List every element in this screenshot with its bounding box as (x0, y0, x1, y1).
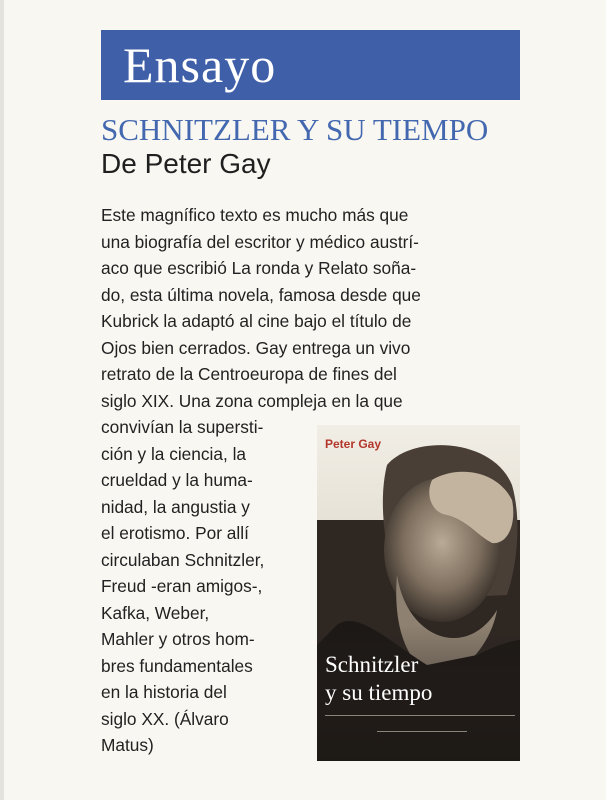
author-portrait (317, 425, 520, 761)
body-line: retrato de la Centroeuropa de fines del (101, 364, 397, 384)
body-line: do, esta última novela, famosa desde que (101, 284, 421, 305)
body-line: Kafka, Weber, (101, 602, 210, 623)
body-line: el erotismo. Por allí (101, 523, 249, 543)
cover-publisher-rule (377, 731, 467, 733)
body-line: siglo XIX. Una zona compleja en la que (101, 390, 403, 411)
body-line: Ojos bien cerrados. Gay entrega un vivo (101, 337, 411, 358)
body-line: Mahler y otros hom- (101, 629, 255, 649)
body-line: en la historia del (101, 682, 227, 702)
section-header-band (101, 30, 520, 100)
body-line: una biografía del escritor y médico austrí- (101, 231, 419, 252)
body-line: crueldad y la huma- (101, 470, 253, 490)
body-line: Matus) (101, 735, 154, 755)
cover-subtitle-rule (325, 715, 515, 717)
body-line: bres fundamentales (101, 655, 253, 676)
cover-author: Peter Gay (325, 437, 382, 451)
cover-title-line: Schnitzler (325, 652, 419, 677)
body-line: siglo XX. (Álvaro (101, 708, 229, 729)
body-line: Kubrick la adaptó al cine bajo el título de (101, 311, 412, 331)
body-line: circulaban Schnitzler, (101, 549, 265, 570)
author-line: De Peter Gay (101, 148, 271, 179)
body-line: nidad, la angustia y (101, 496, 250, 517)
book-cover-image (317, 425, 520, 761)
body-line: convivían la supersti- (101, 417, 264, 437)
body-line: Este magnífico texto es mucho más que (101, 205, 409, 225)
body-line: ción y la ciencia, la (101, 443, 247, 464)
cover-title-line: y su tiempo (325, 680, 433, 705)
body-line: Freud -eran amigos-, (101, 576, 263, 596)
page-edge (0, 0, 4, 800)
book-title: SCHNITZLER Y SU TIEMPO (101, 112, 489, 147)
body-line: aco que escribió La ronda y Relato soña- (101, 258, 417, 278)
cover-title (325, 651, 515, 707)
section-title: Ensayo (123, 37, 277, 93)
